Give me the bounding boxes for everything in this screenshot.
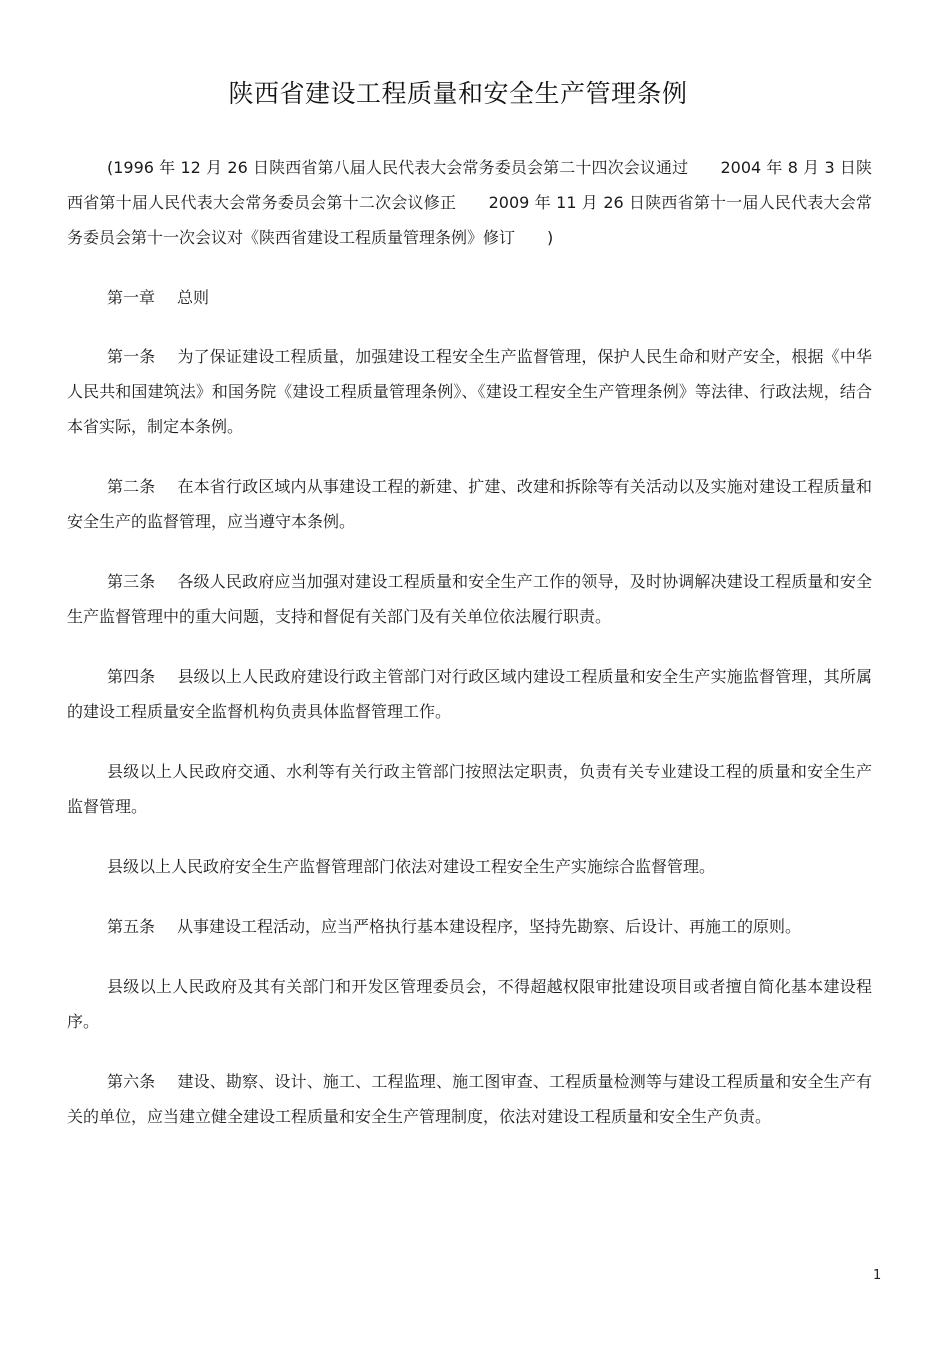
document-title: 陕西省建设工程质量和安全生产管理条例	[228, 79, 688, 108]
page-number: 1	[873, 1268, 882, 1283]
article-text: 在本省行政区域内从事建设工程的新建、扩建、改建和拆除等有关活动以及实施对建设工程质量和安全生产的监督管理，应当遵守本条例。	[67, 477, 872, 531]
article-1	[67, 339, 872, 444]
article-number: 第三条	[107, 572, 156, 591]
article-number: 第四条	[107, 667, 156, 686]
article-5-paragraph-2: 县级以上人民政府及其有关部门和开发区管理委员会，不得超越权限审批建设项目或者擅自简化基本建设程序。	[67, 977, 872, 1031]
article-4-paragraph-3: 县级以上人民政府安全生产监督管理部门依法对建设工程安全生产实施综合监督管理。	[107, 857, 716, 876]
article-text: 从事建设工程活动，应当严格执行基本建设程序，坚持先勘察、后设计、再施工的原则。	[177, 917, 802, 936]
article-text: 各级人民政府应当加强对建设工程质量和安全生产工作的领导，及时协调解决建设工程质量和安全生产监督管理中的重大问题，支持和督促有关部门及有关单位依法履行职责。	[67, 572, 872, 626]
article-number: 第六条	[107, 1072, 156, 1091]
article-5	[67, 909, 872, 944]
article-text: 建设、勘察、设计、施工、工程监理、施工图审查、工程质量检测等与建设工程质量和安全生产有关的单位，应当建立健全建设工程质量和安全生产管理制度，依法对建设工程质量和安全生产负责。	[67, 1072, 872, 1126]
article-6	[67, 1064, 872, 1134]
chapter-heading	[67, 280, 872, 315]
article-number: 第二条	[107, 477, 156, 496]
preamble: (1996 年 12 月 26 日陕西省第八届人民代表大会常务委员会第二十四次会议通过 2004 年 8 月 3 日陕西省第十届人民代表大会常务委员会第十二次会议修正 2009 年 11 月 26 日陕西省第十一届人民代表大会常务委员会第十一次会议对《陕西省建设工程质量管理条例》修订 )	[67, 158, 872, 247]
article-number: 第五条	[107, 917, 156, 936]
article-text: 为了保证建设工程质量，加强建设工程安全生产监督管理，保护人民生命和财产安全，根据《中华人民共和国建筑法》和国务院《建设工程质量管理条例》、《建设工程安全生产管理条例》等法律、行政法规，结合本省实际，制定本条例。	[67, 347, 872, 436]
article-4	[67, 659, 872, 729]
article-number: 第一条	[107, 347, 156, 366]
chapter-number: 第一章	[107, 288, 156, 307]
article-3	[67, 564, 872, 634]
document-body	[67, 150, 872, 1159]
chapter-name: 总则	[177, 288, 210, 307]
article-4-paragraph-2: 县级以上人民政府交通、水利等有关行政主管部门按照法定职责，负责有关专业建设工程的质量和安全生产监督管理。	[67, 762, 872, 816]
article-2	[67, 469, 872, 539]
article-text: 县级以上人民政府建设行政主管部门对行政区域内建设工程质量和安全生产实施监督管理，其所属的建设工程质量安全监督机构负责具体监督管理工作。	[67, 667, 872, 721]
